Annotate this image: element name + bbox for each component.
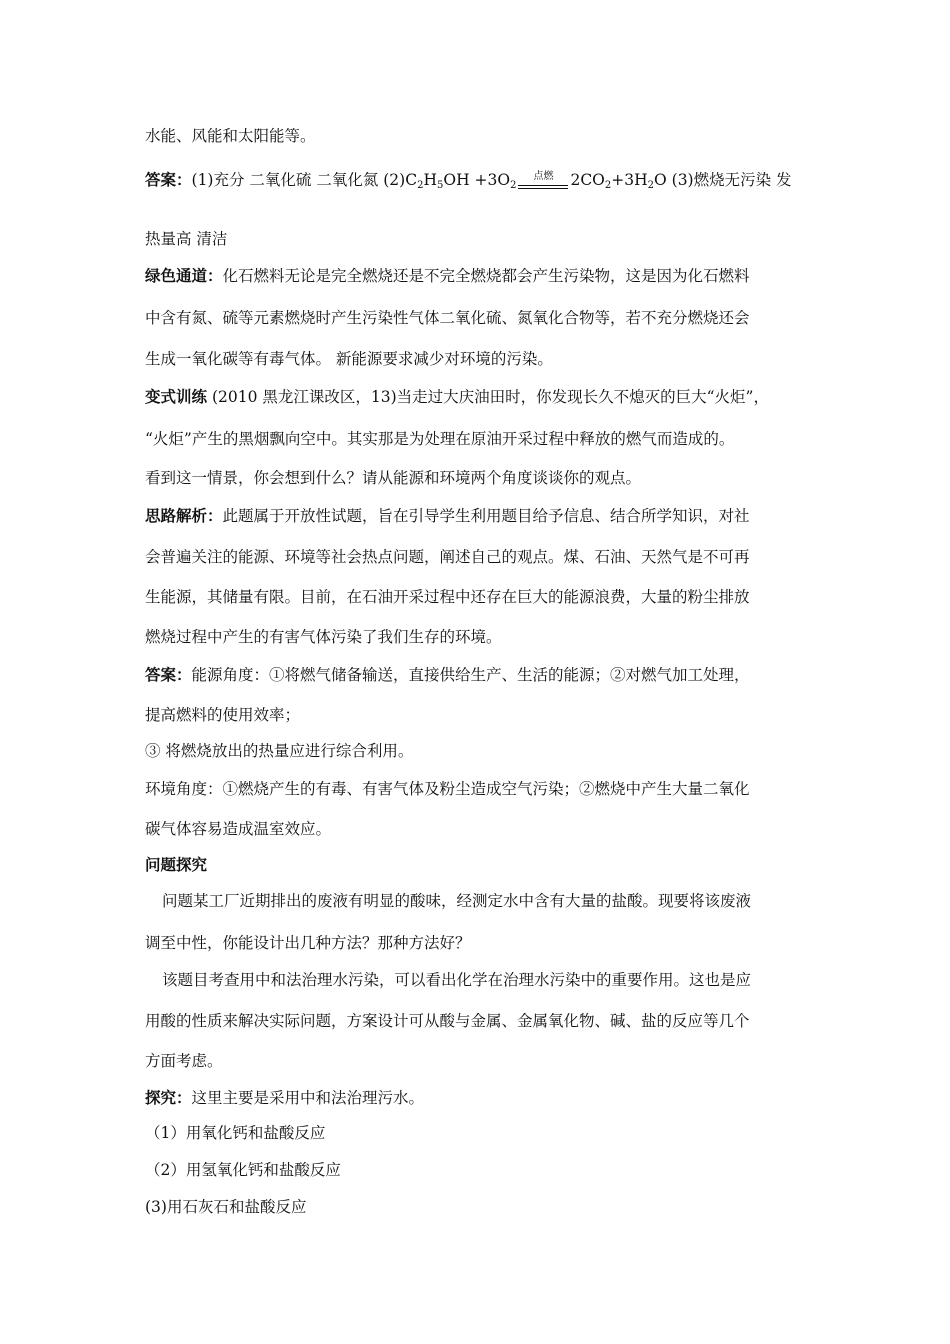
answer-text: (1)充分 二氧化硫 二氧化氮 (2)C [191, 171, 418, 189]
analysis-label: 思路解析： [145, 506, 223, 525]
formula-text: +3H [611, 171, 648, 189]
subscript: 2 [510, 180, 517, 191]
question-line-4: 用酸的性质来解决实际问题，方案设计可从酸与金属、金属氧化物、碱、盐的反应等几个 [145, 1012, 750, 1030]
answer-text: O (3)燃烧无污染 发 [654, 171, 792, 189]
answer-1-cont: 热量高 清洁 [145, 230, 228, 248]
answer-label: 答案： [145, 665, 192, 684]
analysis-line-3: 生能源，其储量有限。目前，在石油开采过程中还存在巨大的能源浪费，大量的粉尘排放 [145, 588, 750, 606]
answer-label: 答案： [145, 170, 192, 189]
answer-2-line-4: 环境角度：①燃烧产生的有毒、有害气体及粉尘造成空气污染；②燃烧中产生大量二氧化 [145, 780, 750, 798]
subscript: 2 [647, 180, 655, 191]
question-line-2: 调至中性，你能设计出几种方法？那种方法好？ [145, 934, 471, 952]
variant-text: (2010 黑龙江课改区，13)当走过大庆油田时，你发现长久不熄灭的巨大“火炬”， [207, 388, 769, 406]
method-3: (3)用石灰石和盐酸反应 [145, 1198, 307, 1216]
question-line-5: 方面考虑。 [145, 1052, 223, 1070]
green-text: 化石燃料无论是完全燃烧还是不完全燃烧都会产生污染物，这是因为化石燃料 [222, 267, 750, 285]
analysis-line-1 [145, 505, 750, 527]
answer-2-line-1 [145, 664, 750, 686]
variant-label: 变式训练 [145, 387, 208, 406]
inquiry-line [145, 1087, 424, 1109]
variant-line-2: “火炬”产生的黑烟飘向空中。其实那是为处理在原油开采过程中释放的燃气而造成的。 [145, 430, 735, 448]
method-2: （2）用氢氧化钙和盐酸反应 [145, 1161, 341, 1179]
green-channel-label: 绿色通道： [145, 266, 223, 285]
analysis-line-4: 燃烧过程中产生的有害气体污染了我们生存的环境。 [145, 628, 502, 646]
question-line-3: 该题目考查用中和法治理水污染，可以看出化学在治理水污染中的重要作用。这也是应 [162, 971, 752, 989]
formula-text: 2CO [570, 171, 605, 189]
method-1: （1）用氧化钙和盐酸反应 [145, 1124, 326, 1142]
analysis-line-2: 会普遍关注的能源、环境等社会热点问题，阐述自己的观点。煤、石油、天然气是不可再 [145, 548, 750, 566]
subscript: 5 [436, 180, 444, 191]
answer-2-line-5: 碳气体容易造成温室效应。 [145, 820, 332, 838]
answer-2-line-2: 提高燃料的使用效率； [145, 706, 301, 724]
reaction-equals-sign [518, 185, 568, 189]
condition-label: 点燃 [533, 171, 554, 182]
subscript: 2 [417, 180, 424, 191]
formula-text: H [423, 171, 437, 189]
variant-line-3: 看到这一情景，你会想到什么？请从能源和环境两个角度谈谈你的观点。 [145, 469, 642, 487]
inquiry-text: 这里主要是采用中和法治理污水。 [191, 1089, 425, 1107]
formula-text: OH +3O [443, 171, 511, 189]
reaction-condition [518, 169, 568, 191]
subscript: 2 [604, 180, 612, 191]
section-heading: 问题探究 [145, 855, 208, 874]
answer-text: 能源角度：①将燃气储备输送，直接供给生产、生活的能源；②对燃气加工处理， [191, 666, 750, 684]
green-line-1 [145, 265, 750, 287]
inquiry-label: 探究： [145, 1088, 192, 1107]
intro-line: 水能、风能和太阳能等。 [145, 127, 316, 145]
green-line-2: 中含有氮、硫等元素燃烧时产生污染性气体二氧化硫、氮氧化合物等，若不充分燃烧还会 [145, 309, 750, 327]
answer-1-line [145, 169, 792, 197]
analysis-text: 此题属于开放性试题，旨在引导学生利用题目给予信息、结合所学知识，对社 [222, 507, 750, 525]
question-line-1: 问题某工厂近期排出的废液有明显的酸味，经测定水中含有大量的盐酸。现要将该废液 [162, 892, 752, 910]
variant-line-1 [145, 386, 769, 408]
green-line-3: 生成一氧化碳等有毒气体。 新能源要求减少对环境的污染。 [145, 350, 553, 368]
answer-2-line-3: ③ 将燃烧放出的热量应进行综合利用。 [145, 742, 414, 760]
